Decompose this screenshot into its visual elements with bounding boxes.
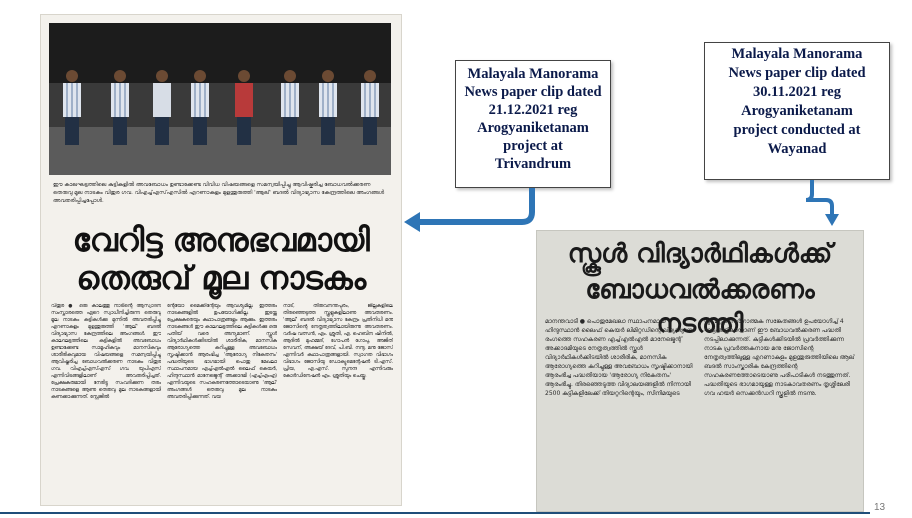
label-line: Arogyaniketanam — [477, 120, 589, 136]
label-line: Malayala Manorama — [731, 46, 863, 62]
label-line: project at — [503, 138, 563, 154]
page-number: 13 — [874, 502, 886, 513]
label-line: Trivandrum — [494, 156, 572, 172]
newspaper-clip-wayanad — [536, 230, 864, 512]
article-column-1: വിതുര ● ഒരു കാലത്തു നാടിന്റെ ആസ്വാദന സംസ്കാരത്തെ ഏറെ സ്വാധീനിച്ചിരുന്ന തെരുവു മൂല നാടകം കുട്ടികൾക്കു മുന്നിൽ അവതരിപ്പിച്ചു എറണാകുളം മുളന്തുരുത്തി 'ആല്' ബദൽ വിദ്യാഭ്യാസ കേന്ദ്രത്തിലെ അംഗങ്ങൾ. ഈ കാലഘട്ടത്തിലെ കുട്ടികളിൽ അവബോധം ഉണ്ടാക്കേണ്ട സാമൂഹികവും മാനസികവും ശാരീരികവുമായ വിഷയങ്ങളെ സമന്വയിപ്പിച്ചു ആവിഷ്കരിച്ച ബോധവൽക്കരണ നാടകം വിതുര ഗവ. വിഎച്ച്എസ്എസ് ഗവ. യുപിഎസ് എന്നിവിടങ്ങളിലാണ് അവതരിപ്പിച്ചത്. പ്രേക്ഷകരുമായി നേരിട്ടു സംവദിക്കുന്ന തരം നാടകങ്ങളെ ആണു തെരുവു മൂല നാടകങ്ങളായി കണക്കാക്കുന്നത്. സ്റ്റേജിൽ — [51, 304, 161, 400]
label-line: News paper clip dated — [464, 84, 602, 100]
label-line: 21.12.2021 reg — [488, 102, 578, 118]
headline — [51, 221, 391, 297]
label-line: Wayanad — [767, 141, 827, 157]
label-box-trivandrum — [455, 60, 611, 188]
label-line: 30.11.2021 reg — [753, 84, 841, 100]
label-line: project conducted at — [733, 122, 861, 138]
article-column-2: ന്റേയോ മൈക്കിന്റേയും ആവശ്യമില്ല. ഇത്തരം നാടകങ്ങളിൽ ഉപയോഗിക്കില്ല. ഇടയ്ക്കു പ്രേക്ഷകരെയും കഥാപാത്രങ്ങളും ആക്കും. ഇത്തരം നാടകങ്ങൾ ഈ കാലഘട്ടത്തിലെ കുട്ടികൾക്കു ഒരു പതിയ് വരെ അന്യമാണ്. സ്കൂൾ വിദ്യാർഥികൾക്കിടയിൽ ശാരീരിക, മാനസിക ആരോഗ്യത്തെ കുറിച്ചുള്ള അവബോധം സൃഷ്ടിക്കാൻ ആരംഭിച്ച 'ആരോഗ്യ നികേതനം' പദ്ധതിയുടെ ഭാഗമായി പൊതു മേഖലാ സ്ഥാപനമായ എച്ച്എൽഎൽ ലൈഫ് കെയർ, ഹിന്ദുസ്ഥാൻ മാനേജ്മെന്റ് അക്കാദമി (എച്ച്എംഎ) എന്നിവയുടെ സഹകരണത്തോടെയാണു 'ആല്' അംഗങ്ങൾ തെരുവു മൂല നാടകം അവതരിപ്പിക്കുന്നത്. വയ — [167, 304, 277, 400]
street-play-photo — [49, 23, 391, 175]
headline-line-1: സ്കൂൾ വിദ്യാർഥികൾക്ക് — [567, 239, 833, 269]
headline-line-2: തെരുവ് മൂല നാടകം — [76, 259, 366, 297]
footer-rule — [0, 512, 870, 514]
article-column-2: യും മറ്റും സർഗാത്മക സങ്കേതങ്ങൾ ഉപയോഗിച്ച് 4 ഘട്ടങ്ങളിലായാണ് ഈ ബോധവൽക്കരണ പദ്ധതി നടപ്പിലാക്കുന്നത്. കുട്ടികൾക്കിടയിൽ പ്രവർത്തിക്കുന്ന നാടക പ്രവർത്തകനായ മനു ജോസിന്റെ നേതൃത്വത്തിലുള്ള എറണാകുളം മുളന്തുരുത്തിയിലെ ആല് ബദൽ സാംസ്കാരിക കേന്ദ്രത്തിന്റെ സഹകരണത്തോടെയാണു പരിപാടികൾ നടത്തുന്നത്. പദ്ധതിയുടെ ഭാഗമായുള്ള നാടകാവതരണം തൃശ്ശിലേരി ഗവ ഹയർ സെക്കൻഡറി സ്കൂളിൽ നടന്നു. — [704, 318, 855, 397]
arrow-to-wayanad-clip — [806, 180, 839, 226]
label-line: News paper clip dated — [728, 65, 866, 81]
label-line: Arogyaniketanam — [741, 103, 853, 119]
article-body — [51, 303, 393, 499]
photo-caption: ഈ കാലഘട്ടത്തിലെ കുട്ടികളിൽ അവബോധം ഉണ്ടാക്കേണ്ട വിവിധ വിഷയങ്ങളെ സമന്വയിപ്പിച്ചു ആവിഷ്കരിച്ച ബോധവൽക്കരണ തെരുവു മൂല നാടകം വിതുര ഗവ. വിഎച്ച്എസ്എസിൽ എറണാകുളം മുളന്തുരുത്തി 'ആല്' ബദൽ വിദ്യാഭ്യാസ കേന്ദ്രത്തിലെ അംഗങ്ങൾ അവതരിപ്പിച്ചപ്പോൾ. — [53, 182, 385, 204]
headline-line-1: വേറിട്ട അനുഭവമായി — [72, 221, 370, 259]
article-column-3: നാട്, തിരുവനന്തപുരം, ജില്ലകളിലെ തിരഞ്ഞെടുത്ത സ്കൂളുകളിലാണു അവതരണം. 'ആല്' ബദൽ വിദ്യാഭ്യാസ കേന്ദ്രം പ്രതിനിധി മനു ജോസിന്റെ നേതൃത്വത്തിലായിരുന്നു അവതരണം. വർഷ വത്സൻ, എം. ശ്രുതി, എ. ഹെബിന ഷിനിൽ, ആദിൽ മുഹമ്മദ്, ഗോപൻ ഗോപു, അജിത് സേവന്, അക്ഷയ് ദേവ്, പി.ബി. നന്ദു, മനു ജോസ് എന്നിവർ കഥാപാത്രങ്ങളായി. സ്വാഗത വിഭാഗം വിഭാഗം ജോസിയു ഡോക്യുമെന്റേഷൻ ടി.എസ്. പ്രിയ, എ.എസ്. സുനന്ദ എന്നിവരും കോർഡിനേഷൻ എം. ശ്രുതിയും ചെയ്തു. — [283, 304, 393, 379]
article-column-1: മാനന്തവാടി ● പൊതുമേഖലാ സ്ഥാപനമായ ഹിന്ദുസ്ഥാൻ ലൈഫ് കെയർ ലിമിറ്റഡിന്റെ വിദ്യാഭ്യാസ രംഗത്തെ സഹകരണ എച്ച്എൽഎൽ മാനേജ്മെന്റ് അക്കാദമിയുടെ നേതൃത്വത്തിൽ സ്കൂൾ വിദ്യാർഥികൾക്കിടയിൽ ശാരീരിക, മാനസിക ആരോഗ്യത്തെ കുറിച്ചുള്ള അവബോധം സൃഷ്ടിക്കാനായി ആരംഭിച്ച പദ്ധതിയായ 'ആരോഗ്യ നികേതനം' ആരംഭിച്ചു. തിരഞ്ഞെടുത്ത വിദ്യാലയങ്ങളിൽ നിന്നായി 2500 കുട്ടികളിലേക്ക് തിയറ്ററിന്റെയും, സിനിമയുടെ — [545, 318, 695, 397]
arrow-to-trivandrum-clip — [404, 188, 532, 232]
label-box-wayanad — [704, 42, 890, 180]
article-body — [545, 317, 855, 505]
newspaper-clip-trivandrum — [40, 14, 402, 506]
headline-line-2: ബോധവൽക്കരണം നടത്തി — [585, 275, 815, 339]
label-line: Malayala Manorama — [467, 66, 599, 82]
